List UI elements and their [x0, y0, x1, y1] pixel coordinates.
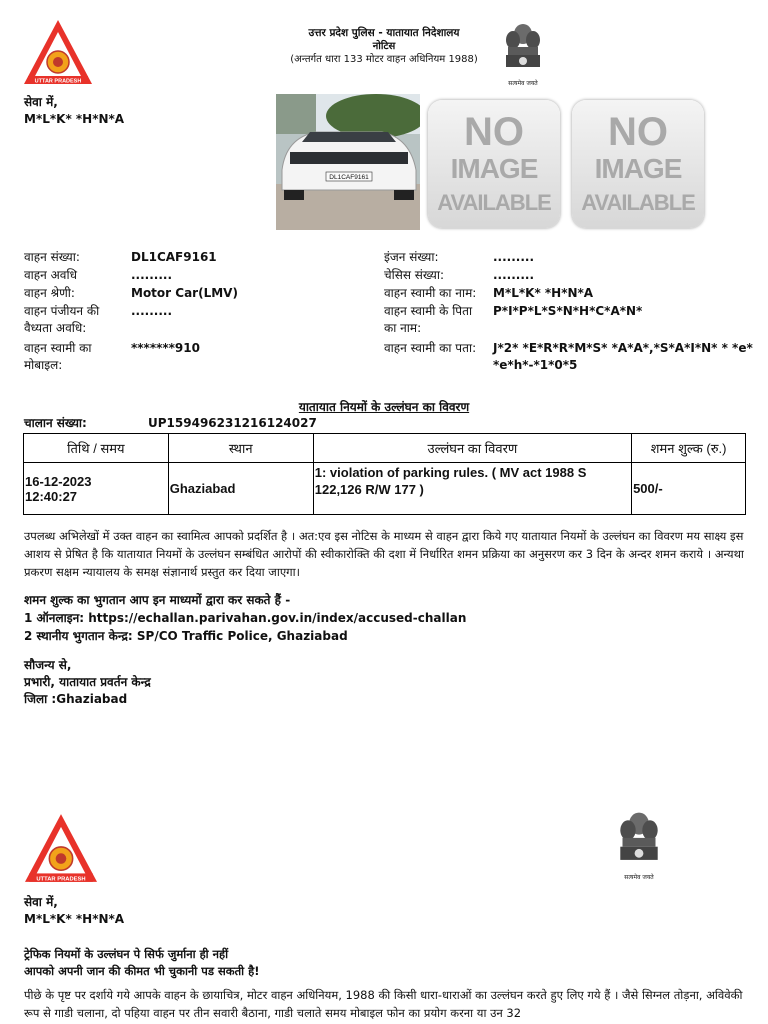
warning-line-1: ट्रेफिक नियमों के उल्लंघन पे सिर्फ जुर्माना ही नहीं — [24, 947, 229, 961]
value-chassis-number: ......... — [493, 268, 535, 282]
value-owner-name: M*L*K* *H*N*A — [493, 286, 594, 300]
lion-capital-icon — [503, 20, 543, 76]
label-owner-address: वाहन स्वामी का पता: — [384, 341, 477, 355]
payment-heading: शमन शुल्क का भुगतान आप इन माध्यमों द्वारा कर सकते हैं - — [24, 593, 291, 607]
label-engine-number: इंजन संख्या: — [384, 250, 439, 264]
notice-header — [0, 27, 768, 66]
col-fine: शमन शुल्क (रु.) — [632, 434, 746, 463]
addressee-name: M*L*K* *H*N*A — [24, 112, 125, 126]
table-header-row — [24, 434, 746, 463]
violation-heading: यातायात नियमों के उल्लंघन का विवरण — [298, 400, 470, 414]
violation-date: 16-12-2023 — [25, 473, 92, 489]
label-owner-mobile: वाहन स्वामी का मोबाइल: — [24, 341, 92, 372]
label-vehicle-class: वाहन श्रेणी: — [24, 286, 75, 300]
challan-label: चालान संख्या: — [24, 416, 87, 430]
value-vehicle-period: ......... — [131, 268, 173, 282]
col-place: स्थान — [168, 434, 313, 463]
challan-number: UP159496231216124027 — [148, 416, 317, 430]
lion-capital-icon-2 — [617, 808, 661, 870]
value-vehicle-class: Motor Car(LMV) — [131, 286, 238, 300]
vehicle-photo — [276, 94, 420, 230]
cell-description: 1: violation of parking rules. ( MV act 1988 S 122,126 R/W 177 ) — [313, 463, 631, 515]
table-row — [24, 463, 746, 515]
label-vehicle-period: वाहन अवधि — [24, 268, 77, 282]
up-traffic-logo-2 — [22, 812, 100, 884]
value-registration-validity: ......... — [131, 304, 173, 318]
logo-text: UTTAR PRADESH — [34, 78, 82, 85]
signoff-district: जिला :Ghaziabad — [24, 692, 128, 706]
label-chassis-number: चेसिस संख्या: — [384, 268, 445, 282]
label-owner-father-name: वाहन स्वामी के पिता का नाम: — [384, 304, 473, 335]
cell-place: Ghaziabad — [168, 463, 313, 515]
value-owner-address: J*2* *E*R*R*M*S* *A*A*,*S*A*I*N* * *e* *e*h*-*1*0*5 — [493, 341, 753, 372]
emblem-motto-2: सत्यमेव जयते — [624, 874, 654, 881]
violation-table — [23, 433, 746, 515]
header-title: उत्तर प्रदेश पुलिस - यातायात निदेशालय — [308, 27, 460, 39]
warning-line-2: आपको अपनी जान की कीमत भी चुकानी पड सकती है! — [24, 964, 260, 978]
warning-text — [24, 946, 259, 980]
number-plate: DL1CAF9161 — [329, 174, 369, 181]
col-date-time: तिथि / समय — [24, 434, 169, 463]
violation-time: 12:40:27 — [25, 488, 78, 504]
label-registration-validity: वाहन पंजीयन की वैध्यता अवधि: — [24, 304, 100, 335]
label-vehicle-number: वाहन संख्या: — [24, 250, 80, 264]
signoff-officer: प्रभारी, यातायात प्रवर्तन केन्द्र — [24, 675, 151, 689]
addressee — [24, 94, 124, 128]
payment-local: 2 स्थानीय भुगतान केन्द्र: SP/CO Traffic Police, Ghaziabad — [24, 629, 348, 643]
header-notice: नोटिस — [372, 41, 396, 52]
label-owner-name: वाहन स्वामी का नाम: — [384, 286, 477, 300]
addressee-salutation-2: सेवा में, — [24, 895, 58, 909]
col-description: उल्लंघन का विवरण — [313, 434, 631, 463]
signoff — [24, 657, 151, 708]
national-emblem — [498, 20, 548, 90]
cell-fine: 500/- — [632, 463, 746, 515]
value-vehicle-number: DL1CAF9161 — [131, 250, 217, 264]
signoff-courtesy: सौजन्य से, — [24, 658, 72, 672]
addressee-name-2: M*L*K* *H*N*A — [24, 912, 125, 926]
addressee-salutation: सेवा में, — [24, 95, 58, 109]
no-image-placeholder-2: NO IMAGE AVAILABLE — [572, 100, 704, 228]
up-traffic-logo — [22, 18, 94, 86]
cell-date-time — [24, 463, 169, 515]
page2-paragraph: पीछे के पृष्ट पर दर्शाये गये आपके वाहन के छायाचित्र, मोटर वाहन अधिनियम, 1988 की किसी धारा-धाराओं का उल्लंघन करते हुए लिए गये हैं । जैसे सिग्नल तोड़ना, अविवेकी रूप से गाडी चलाना, दो पहिया वाहन पर तीन सवारी बैठाना, गाडी चलाते समय मोबाइल फोन का प्रयोग करना या उन 32 — [24, 988, 743, 1020]
emblem-motto: सत्यमेव जयते — [508, 80, 538, 87]
value-engine-number: ......... — [493, 250, 535, 264]
logo-text-2: UTTAR PRADESH — [36, 876, 86, 883]
national-emblem-2 — [614, 808, 664, 888]
payment-online: 1 ऑनलाइन: https://echallan.parivahan.gov.in/index/accused-challan — [24, 611, 467, 625]
notice-paragraph: उपलब्ध अभिलेखों में उक्त वाहन का स्वामित्व आपको प्रदर्शित है । अत:एव इस नोटिस के माध्यम से वाहन द्वारा किये गए यातायात नियमों के उल्लंघन का विवरण मय साक्ष्य इस आशय से प्रेषित है कि यातायात नियमों के उल्लंघन सम्बंधित आरोपों की स्वीकारोक्ति की दशा में निर्धारित शमन प्रक्रिया का अनुसरण कर 3 दिन के अन्दर शमन कराये । अन्यथा प्रकरण सक्षम न्यायालय के समक्ष संज्ञानार्थ प्रस्तुत कर दिया जाएगा। — [24, 529, 744, 579]
value-owner-father-name: P*I*P*L*S*N*H*C*A*N* — [493, 304, 643, 318]
addressee-2 — [24, 894, 124, 928]
no-image-placeholder-1: NO IMAGE AVAILABLE — [428, 100, 560, 228]
value-owner-mobile: *******910 — [131, 341, 200, 355]
header-section: (अन्तर्गत धारा 133 मोटर वाहन अधिनियम 1988) — [290, 54, 478, 65]
